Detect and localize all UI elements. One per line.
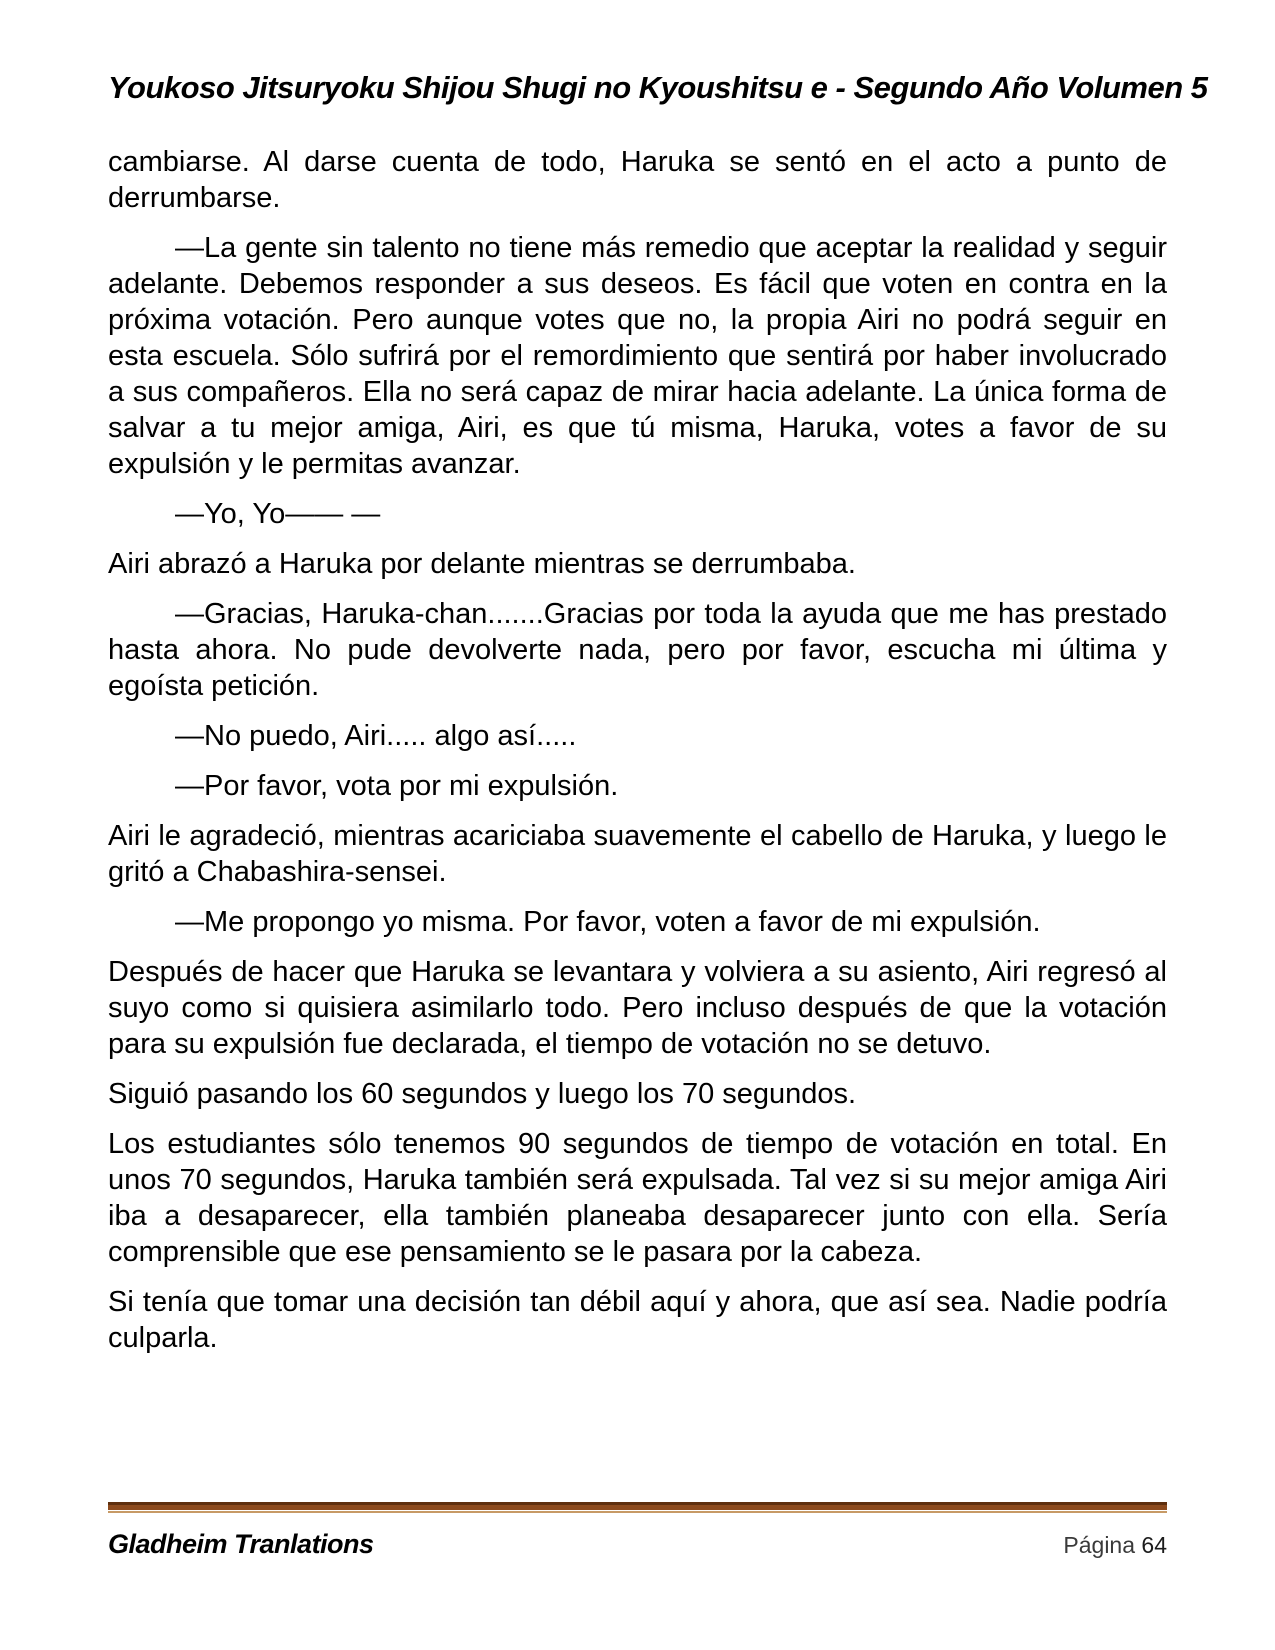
footer-row xyxy=(108,1529,1167,1560)
paragraph: —Yo, Yo—— — xyxy=(175,498,381,530)
footer-page xyxy=(1063,1532,1167,1559)
footer-page-number: 64 xyxy=(1141,1532,1167,1558)
paragraph: Airi abrazó a Haruka por delante mientras se derrumbaba. xyxy=(108,548,856,580)
paragraph: —Gracias, Haruka-chan.......Gracias por toda la ayuda que me has prestado hasta ahora. No pude devolverte nada, pero por favor, escucha mi última y egoísta petición. xyxy=(108,598,1167,702)
footer-page-label: Página xyxy=(1063,1532,1142,1558)
paragraph: Airi le agradeció, mientras acariciaba suavemente el cabello de Haruka, y luego le gritó a Chabashira-sensei. xyxy=(108,820,1167,888)
paragraph: —No puedo, Airi..... algo así..... xyxy=(175,720,577,752)
paragraph: Siguió pasando los 60 segundos y luego los 70 segundos. xyxy=(108,1078,857,1110)
paragraph: Si tenía que tomar una decisión tan débil aquí y ahora, que así sea. Nadie podría culparla. xyxy=(108,1286,1167,1354)
paragraph: —Me propongo yo misma. Por favor, voten a favor de mi expulsión. xyxy=(175,906,1041,938)
page-header xyxy=(0,0,1275,106)
paragraph: —Por favor, vota por mi expulsión. xyxy=(175,770,619,802)
footer-rule xyxy=(108,1502,1167,1513)
footer-rule-bottom-line xyxy=(108,1511,1167,1513)
page-title: Youkoso Jitsuryoku Shijou Shugi no Kyoushitsu e - Segundo Año Volumen 5 xyxy=(108,70,1208,105)
page-footer xyxy=(108,1502,1167,1560)
paragraph: cambiarse. Al darse cuenta de todo, Haruka se sentó en el acto a punto de derrumbarse. xyxy=(108,146,1167,214)
footer-translator: Gladheim Tranlations xyxy=(108,1529,374,1559)
paragraph: Los estudiantes sólo tenemos 90 segundos de tiempo de votación en total. En unos 70 segundos, Haruka también será expulsada. Tal vez si su mejor amiga Airi iba a desaparecer, ella también planeaba desaparecer junto con ella. Sería comprensible que ese pensamiento se le pasara por la cabeza. xyxy=(108,1128,1167,1268)
paragraph: Después de hacer que Haruka se levantara y volviera a su asiento, Airi regresó al suyo como si quisiera asimilarlo todo. Pero incluso después de que la votación para su expulsión fue declarada, el tiempo de votación no se detuvo. xyxy=(108,956,1167,1060)
document-body xyxy=(0,106,1275,1356)
paragraph: —La gente sin talento no tiene más remedio que aceptar la realidad y seguir adelante. Debemos responder a sus deseos. Es fácil que voten en contra en la próxima votación. Pero aunque votes que no, la propia Airi no podrá seguir en esta escuela. Sólo sufrirá por el remordimiento que sentirá por haber involucrado a sus compañeros. Ella no será capaz de mirar hacia adelante. La única forma de salvar a tu mejor amiga, Airi, es que tú misma, Haruka, votes a favor de su expulsión y le permitas avanzar. xyxy=(108,232,1167,480)
